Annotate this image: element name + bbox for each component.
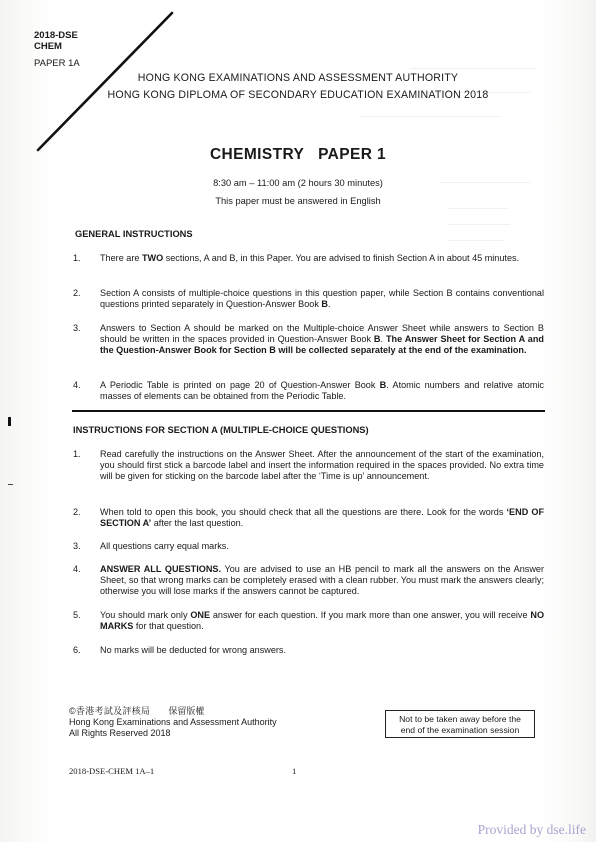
notice-line: Not to be taken away before the bbox=[399, 714, 521, 724]
item-text: Read carefully the instructions on the Answer Sheet. After the announcement of the start of the examination, you should first stick a barcode label and insert the information required in the spaces provided. No extra time will be given for sticking on the barcode label after the ‘Time is up’ announcement. bbox=[100, 449, 544, 481]
paper-code: 2018-DSE bbox=[34, 30, 78, 41]
item-number: 3. bbox=[73, 323, 81, 333]
item-number: 2. bbox=[73, 507, 81, 517]
copyright-reserved: All Rights Reserved 2018 bbox=[69, 728, 171, 738]
notice-box bbox=[385, 710, 535, 738]
item-text: Section A consists of multiple-choice questions in this question paper, while Section B contains conventional questions printed separately in Question-Answer Book B. bbox=[100, 288, 544, 309]
item-text: A Periodic Table is printed on page 20 of Question-Answer Book B. Atomic numbers and relative atomic masses of elements can be obtained from the Periodic Table. bbox=[100, 380, 544, 401]
item-number: 1. bbox=[73, 253, 81, 263]
paper-number: PAPER 1A bbox=[34, 58, 80, 69]
copyright-block bbox=[69, 706, 277, 739]
item-text: You should mark only ONE answer for each question. If you mark more than one answer, you will receive NO MARKS for that question. bbox=[100, 610, 545, 631]
notice-line: end of the examination session bbox=[400, 725, 520, 735]
item-number: 4. bbox=[73, 564, 81, 574]
paper-subject: CHEM bbox=[34, 41, 62, 52]
authority-name: HONG KONG EXAMINATIONS AND ASSESSMENT AUTHORITY bbox=[137, 72, 459, 84]
page-title: CHEMISTRY PAPER 1 bbox=[209, 146, 387, 163]
language-note: This paper must be answered in English bbox=[215, 196, 381, 206]
item-number: 3. bbox=[73, 541, 81, 551]
exam-time: 8:30 am – 11:00 am (2 hours 30 minutes) bbox=[213, 178, 383, 188]
item-number: 5. bbox=[73, 610, 81, 620]
copyright-authority: Hong Kong Examinations and Assessment Authority bbox=[69, 717, 277, 727]
item-number: 1. bbox=[73, 449, 81, 459]
item-number: 6. bbox=[73, 645, 81, 655]
section-divider bbox=[72, 410, 545, 412]
margin-mark bbox=[8, 484, 13, 485]
copyright-chinese: ©香港考試及評核局 bbox=[69, 706, 151, 716]
item-text: Answers to Section A should be marked on the Multiple-choice Answer Sheet while answers to Section B should be written in the spaces provided in Question-Answer Book B. The Answer Sheet for Section A and the Question-Answer Book for Section B will be collected separately at the end of the examination. bbox=[100, 323, 544, 355]
item-text: When told to open this book, you should check that all the questions are there. Look for the words ‘END OF SECTION A’ after the last question. bbox=[100, 507, 545, 528]
item-number: 4. bbox=[73, 380, 81, 390]
item-text: ANSWER ALL QUESTIONS. You are advised to use an HB pencil to mark all the answers on the Answer Sheet, so that wrong marks can be completely erased with a clean rubber. You must mark the answers clearly; otherwise you will lose marks if the answers cannot be captured. bbox=[100, 564, 544, 596]
section-a-heading: INSTRUCTIONS FOR SECTION A (MULTIPLE-CHOICE QUESTIONS) bbox=[73, 425, 369, 435]
item-number: 2. bbox=[73, 288, 81, 298]
item-text: All questions carry equal marks. bbox=[100, 541, 229, 551]
item-text: No marks will be deducted for wrong answers. bbox=[100, 645, 286, 655]
footer-code: 2018-DSE-CHEM 1A–1 bbox=[69, 766, 155, 776]
exam-name: HONG KONG DIPLOMA OF SECONDARY EDUCATION EXAMINATION 2018 bbox=[107, 89, 489, 101]
margin-mark bbox=[8, 417, 11, 426]
watermark-link[interactable]: Provided by dse.life bbox=[477, 822, 586, 837]
general-instructions-heading: GENERAL INSTRUCTIONS bbox=[75, 229, 193, 239]
copyright-chinese-reserved: 保留版權 bbox=[168, 706, 205, 716]
item-text: There are TWO sections, A and B, in this Paper. You are advised to finish Section A in about 45 minutes. bbox=[100, 253, 520, 263]
page-number: 1 bbox=[292, 766, 297, 776]
